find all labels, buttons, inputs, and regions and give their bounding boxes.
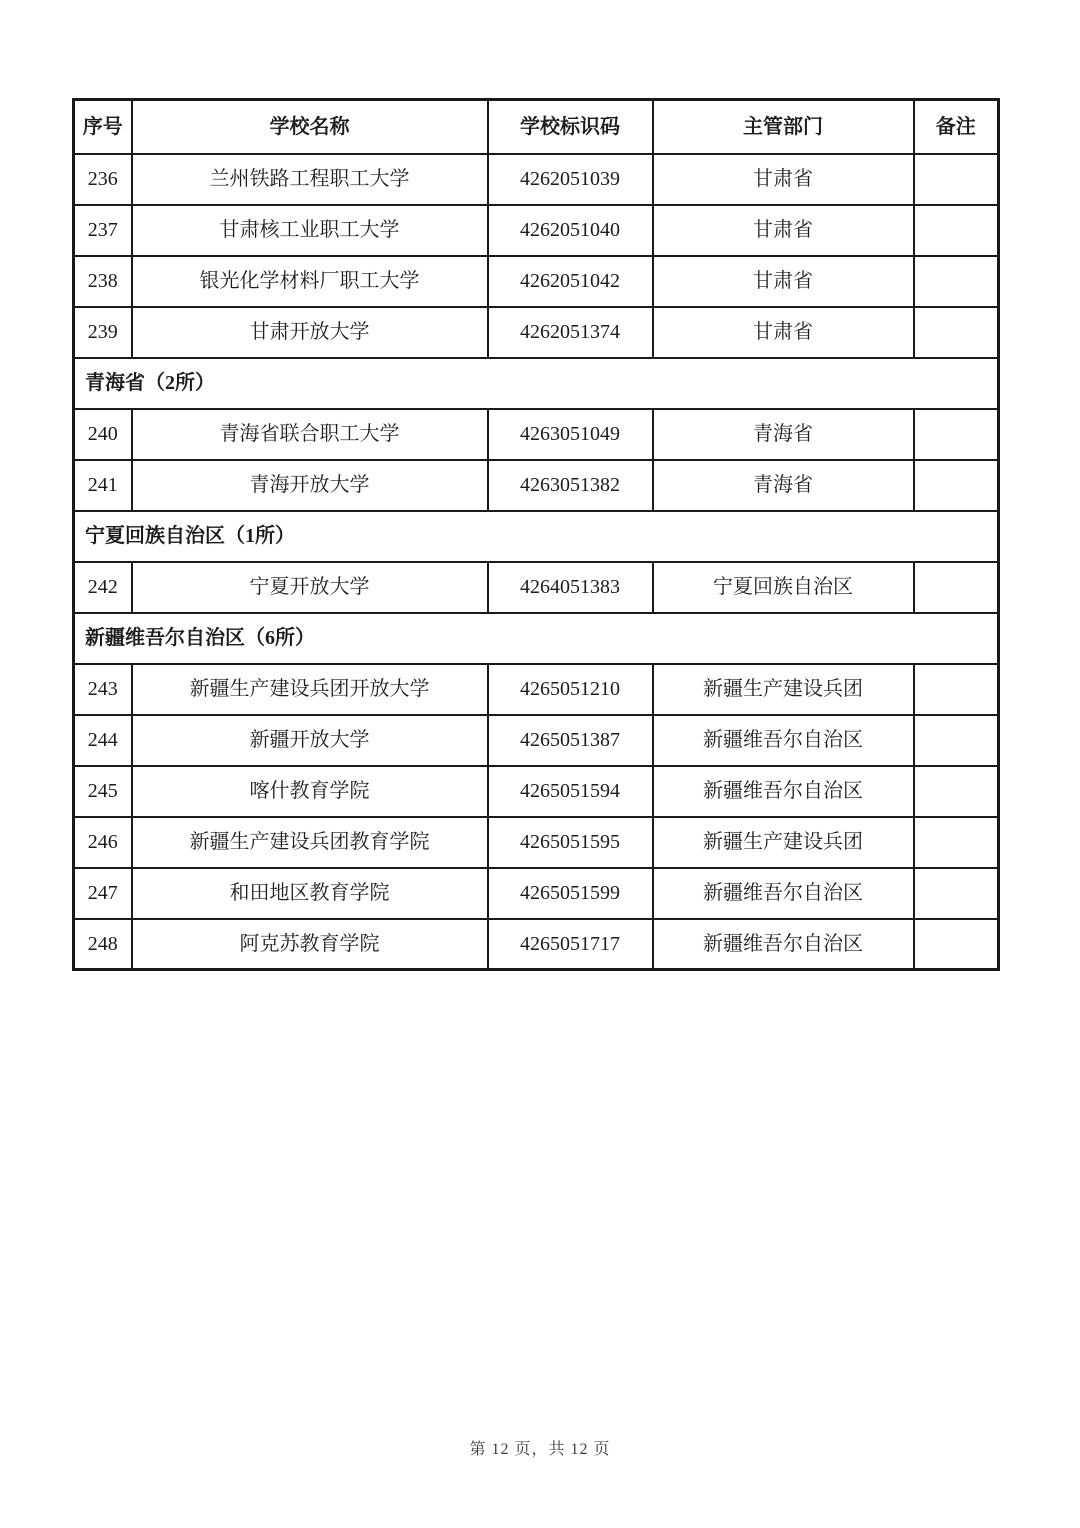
cell-note (914, 409, 999, 460)
table-row (74, 307, 999, 358)
column-header-note: 备注 (914, 100, 999, 154)
cell-code: 4265051595 (488, 817, 653, 868)
cell-note (914, 919, 999, 970)
table-row (74, 409, 999, 460)
table-row (74, 205, 999, 256)
table-row (74, 817, 999, 868)
cell-no: 242 (74, 562, 132, 613)
cell-name: 新疆生产建设兵团开放大学 (132, 664, 488, 715)
cell-code: 4263051049 (488, 409, 653, 460)
cell-name: 新疆生产建设兵团教育学院 (132, 817, 488, 868)
cell-dept: 宁夏回族自治区 (653, 562, 914, 613)
cell-code: 4262051042 (488, 256, 653, 307)
table-row (74, 256, 999, 307)
cell-name: 和田地区教育学院 (132, 868, 488, 919)
section-row (74, 613, 999, 664)
cell-code: 4265051387 (488, 715, 653, 766)
cell-note (914, 664, 999, 715)
cell-name: 青海省联合职工大学 (132, 409, 488, 460)
table-header-row (74, 100, 999, 154)
cell-note (914, 460, 999, 511)
cell-no: 247 (74, 868, 132, 919)
table-row (74, 664, 999, 715)
cell-note (914, 562, 999, 613)
cell-dept: 甘肃省 (653, 307, 914, 358)
cell-code: 4262051039 (488, 154, 653, 205)
table-row (74, 868, 999, 919)
cell-name: 阿克苏教育学院 (132, 919, 488, 970)
cell-dept: 新疆维吾尔自治区 (653, 766, 914, 817)
cell-note (914, 766, 999, 817)
cell-code: 4265051599 (488, 868, 653, 919)
cell-note (914, 715, 999, 766)
table-row (74, 154, 999, 205)
cell-dept: 青海省 (653, 460, 914, 511)
section-label: 宁夏回族自治区（1所） (74, 511, 999, 562)
cell-name: 新疆开放大学 (132, 715, 488, 766)
cell-name: 宁夏开放大学 (132, 562, 488, 613)
cell-code: 4264051383 (488, 562, 653, 613)
section-row (74, 358, 999, 409)
cell-name: 甘肃核工业职工大学 (132, 205, 488, 256)
cell-dept: 甘肃省 (653, 205, 914, 256)
cell-no: 239 (74, 307, 132, 358)
table-row (74, 919, 999, 970)
cell-note (914, 817, 999, 868)
column-header-code: 学校标识码 (488, 100, 653, 154)
cell-no: 238 (74, 256, 132, 307)
cell-name: 青海开放大学 (132, 460, 488, 511)
schools-table (72, 98, 1000, 971)
section-label: 新疆维吾尔自治区（6所） (74, 613, 999, 664)
cell-dept: 甘肃省 (653, 256, 914, 307)
cell-no: 240 (74, 409, 132, 460)
cell-code: 4262051040 (488, 205, 653, 256)
cell-no: 245 (74, 766, 132, 817)
table-row (74, 460, 999, 511)
cell-code: 4265051210 (488, 664, 653, 715)
table-row (74, 562, 999, 613)
cell-code: 4265051594 (488, 766, 653, 817)
cell-note (914, 154, 999, 205)
cell-note (914, 205, 999, 256)
cell-no: 237 (74, 205, 132, 256)
cell-name: 银光化学材料厂职工大学 (132, 256, 488, 307)
cell-name: 喀什教育学院 (132, 766, 488, 817)
cell-note (914, 256, 999, 307)
cell-note (914, 868, 999, 919)
cell-no: 236 (74, 154, 132, 205)
cell-dept: 新疆维吾尔自治区 (653, 715, 914, 766)
table-body (74, 154, 999, 970)
column-header-no: 序号 (74, 100, 132, 154)
cell-note (914, 307, 999, 358)
cell-dept: 甘肃省 (653, 154, 914, 205)
cell-no: 243 (74, 664, 132, 715)
column-header-dept: 主管部门 (653, 100, 914, 154)
cell-no: 246 (74, 817, 132, 868)
column-header-name: 学校名称 (132, 100, 488, 154)
cell-code: 4263051382 (488, 460, 653, 511)
page-number-footer: 第 12 页，共 12 页 (469, 1441, 611, 1458)
section-label: 青海省（2所） (74, 358, 999, 409)
cell-code: 4265051717 (488, 919, 653, 970)
cell-code: 4262051374 (488, 307, 653, 358)
cell-dept: 青海省 (653, 409, 914, 460)
cell-no: 244 (74, 715, 132, 766)
cell-no: 241 (74, 460, 132, 511)
cell-dept: 新疆生产建设兵团 (653, 817, 914, 868)
cell-dept: 新疆维吾尔自治区 (653, 868, 914, 919)
cell-no: 248 (74, 919, 132, 970)
cell-dept: 新疆维吾尔自治区 (653, 919, 914, 970)
cell-name: 兰州铁路工程职工大学 (132, 154, 488, 205)
table-row (74, 766, 999, 817)
cell-dept: 新疆生产建设兵团 (653, 664, 914, 715)
section-row (74, 511, 999, 562)
table-row (74, 715, 999, 766)
cell-name: 甘肃开放大学 (132, 307, 488, 358)
